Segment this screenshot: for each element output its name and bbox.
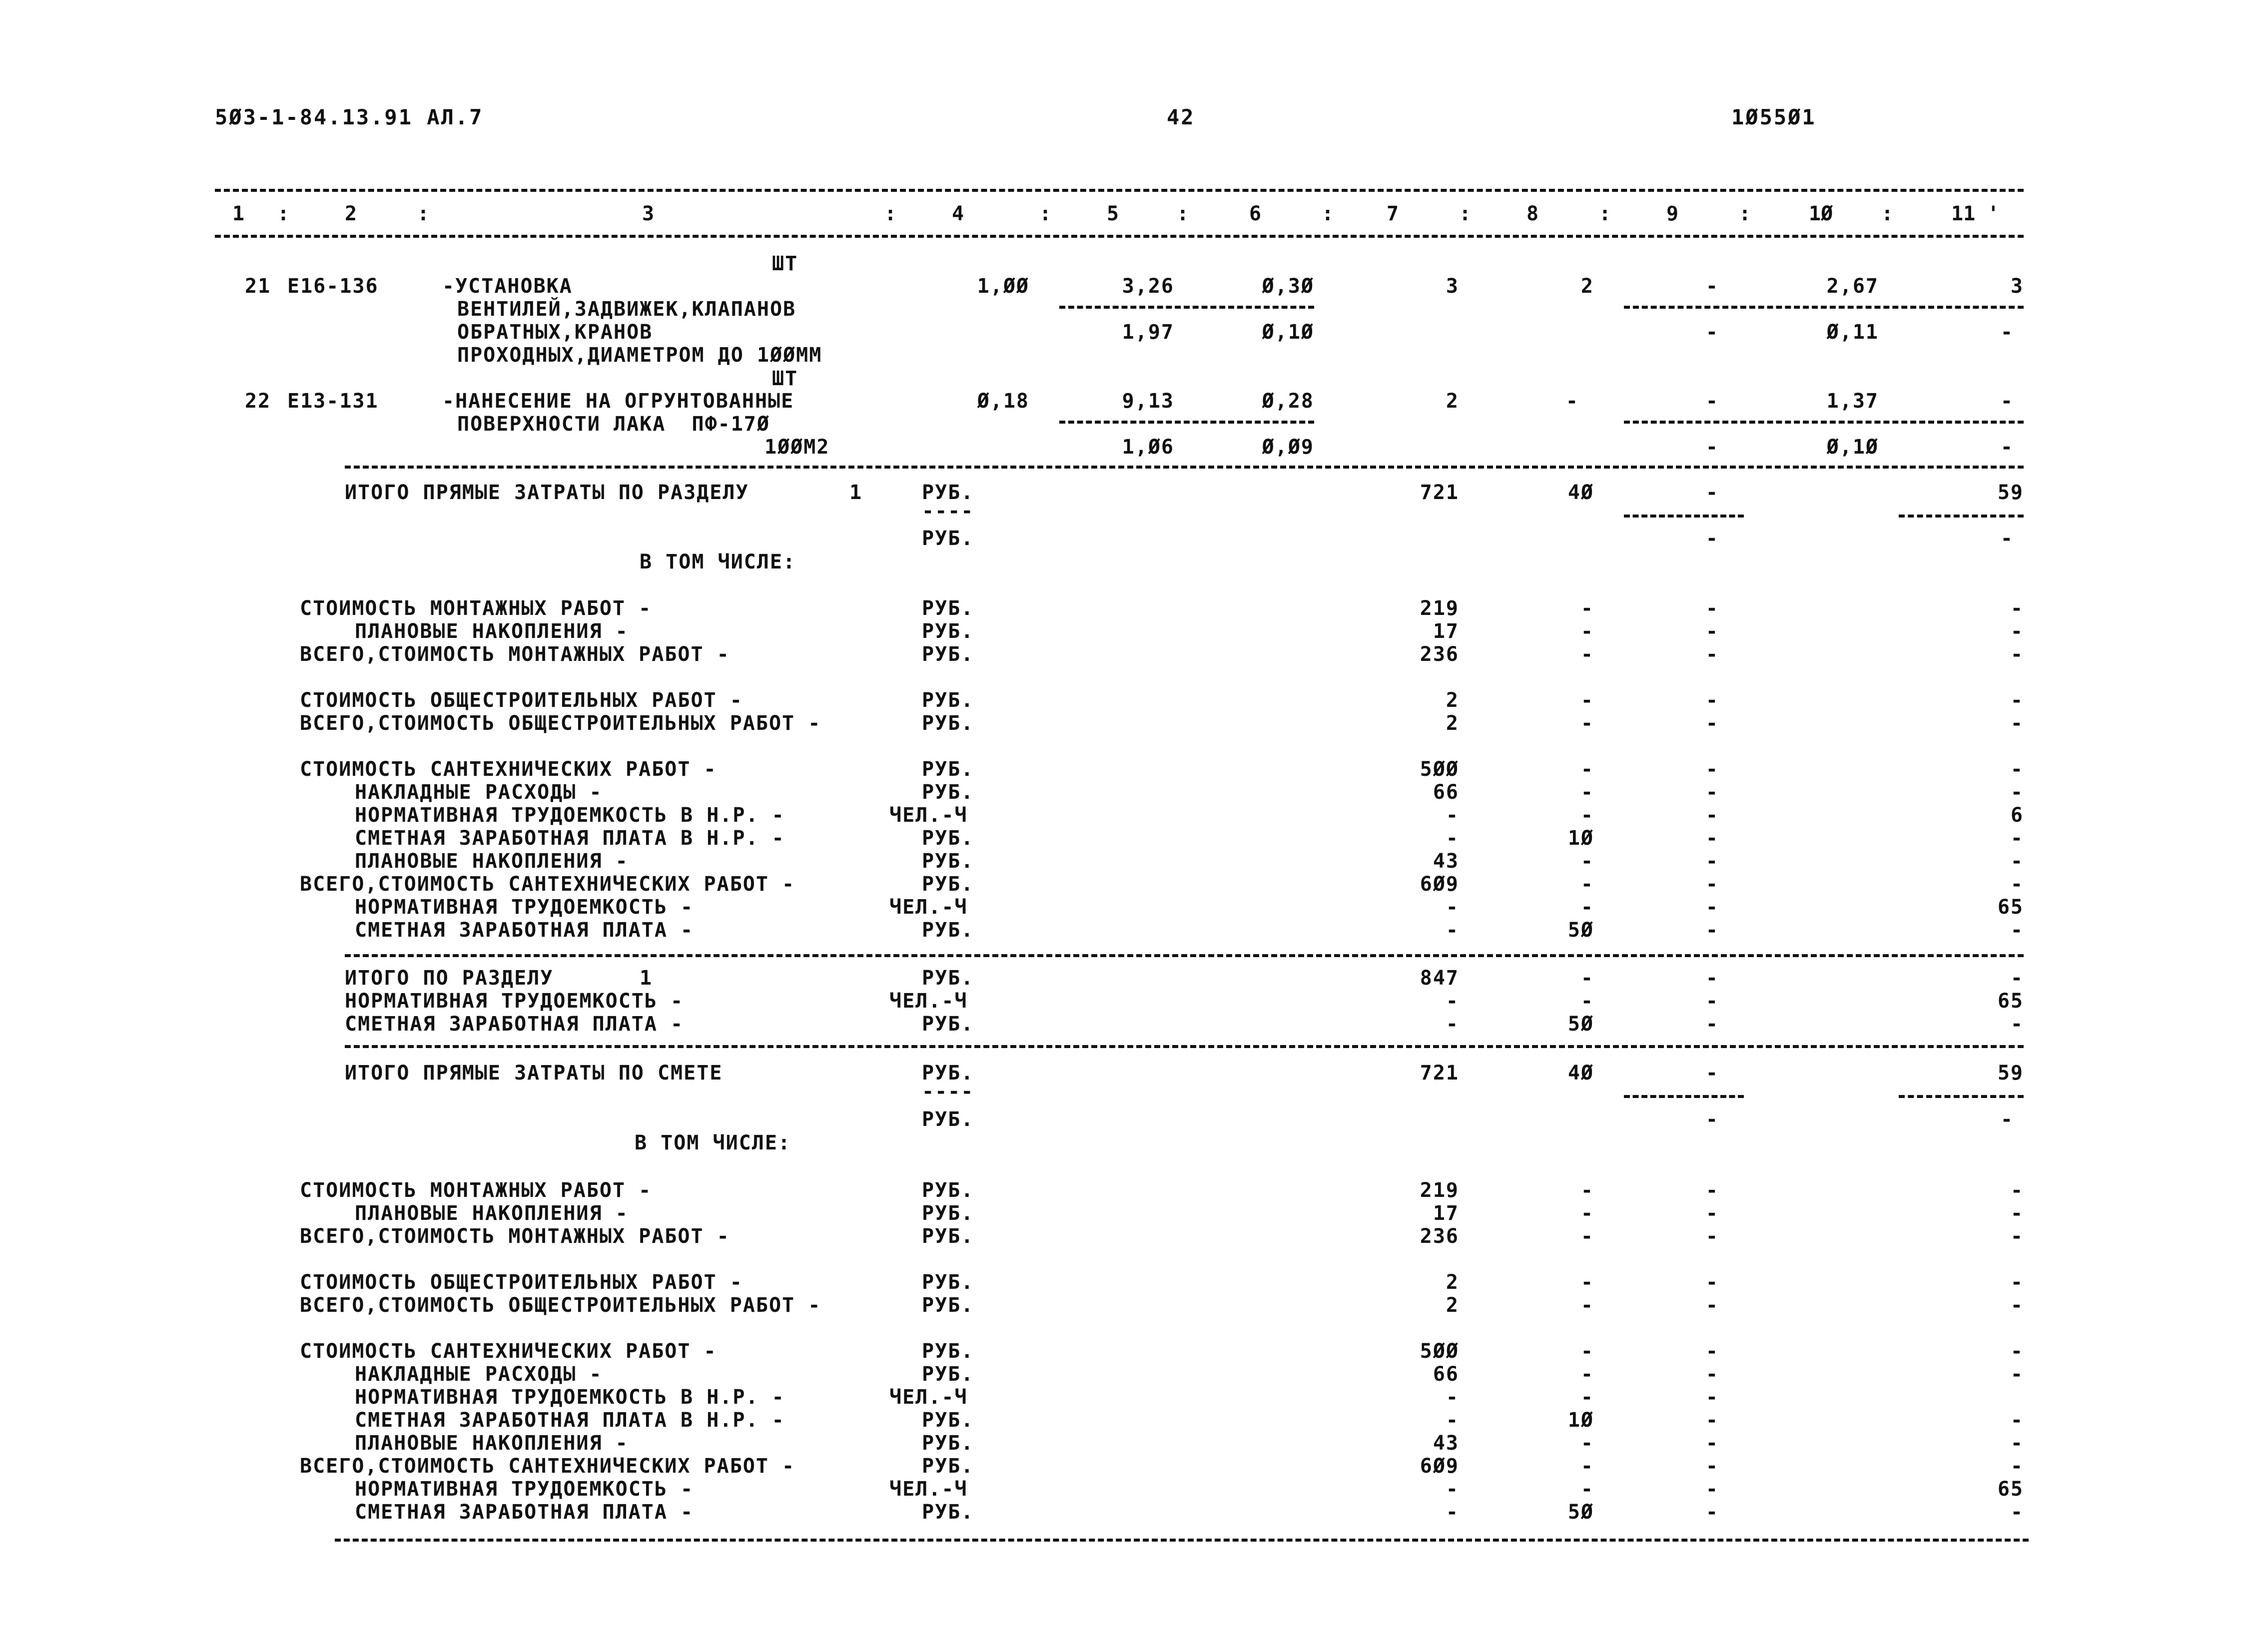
item-c4: 1,ØØ	[977, 275, 1029, 298]
row-unit: ЧЕЛ.-Ч	[889, 990, 968, 1013]
row-c8: -	[1580, 873, 1594, 896]
item-c8: 2	[1580, 275, 1594, 298]
row-label: СТОИМОСТЬ ОБЩЕСТРОИТЕЛЬНЫХ РАБОТ -	[300, 689, 743, 712]
row-c11: -	[2010, 967, 2024, 990]
item-unit: ШТ	[772, 367, 798, 390]
row-c9: -	[1705, 1202, 1719, 1225]
row-c7: 5ØØ	[1420, 1340, 1459, 1363]
row-c8: -	[1580, 896, 1594, 919]
row-label: НОРМАТИВНАЯ ТРУДОЕМКОСТЬ В Н.Р. -	[355, 1386, 785, 1409]
row-unit: РУБ.	[922, 850, 974, 873]
col-header-7: 7	[1387, 202, 1399, 225]
row-c11: -	[2010, 1202, 2024, 1225]
row-c11: -	[2010, 1013, 2024, 1036]
row-c11: -	[2010, 689, 2024, 712]
c9b: -	[1705, 1108, 1719, 1131]
item-c9b: -	[1705, 436, 1719, 459]
row-c8: -	[1580, 1478, 1594, 1501]
including-label: В ТОМ ЧИСЛЕ:	[635, 1131, 791, 1154]
item-num: 21	[245, 275, 271, 298]
row-c11: -	[2010, 919, 2024, 942]
row-c8: -	[1580, 1455, 1594, 1478]
row-c8: -	[1580, 850, 1594, 873]
col-header-sep: :	[1322, 202, 1334, 225]
row-c9: -	[1705, 1271, 1719, 1294]
row-unit: РУБ.	[922, 689, 974, 712]
item-c11: 3	[2010, 275, 2024, 298]
unit: РУБ.	[922, 527, 974, 550]
row-label: ВСЕГО,СТОИМОСТЬ ОБЩЕСТРОИТЕЛЬНЫХ РАБОТ -	[300, 712, 821, 735]
row-c11: -	[2010, 597, 2024, 620]
row-c8: -	[1580, 620, 1594, 643]
row-c9: -	[1705, 1455, 1719, 1478]
row-c7: 17	[1433, 620, 1459, 643]
row-label: ВСЕГО,СТОИМОСТЬ МОНТАЖНЫХ РАБОТ -	[300, 1225, 730, 1248]
col-header-1: 1	[232, 202, 245, 225]
col-header-sep: :	[1177, 202, 1189, 225]
row-unit: РУБ.	[922, 1225, 974, 1248]
row-label: СТОИМОСТЬ МОНТАЖНЫХ РАБОТ -	[300, 1179, 652, 1202]
row-c7: -	[1446, 804, 1459, 827]
row-label: НОРМАТИВНАЯ ТРУДОЕМКОСТЬ В Н.Р. -	[355, 804, 785, 827]
col-header-sep: :	[884, 202, 897, 225]
row-c11: -	[2010, 1271, 2024, 1294]
section-rule	[345, 1045, 2024, 1048]
row-unit: РУБ.	[922, 781, 974, 804]
section-rule	[345, 954, 2024, 957]
itogo-label: СМЕТНАЯ ЗАРАБОТНАЯ ПЛАТА -	[345, 1013, 684, 1036]
row-unit: ЧЕЛ.-Ч	[889, 896, 968, 919]
row-c7: 5ØØ	[1420, 758, 1459, 781]
item-desc-line: -УСТАНОВКА	[442, 275, 573, 298]
row-c11: -	[2010, 1409, 2024, 1432]
row-c11: -	[2010, 1432, 2024, 1455]
row-c9: -	[1705, 1340, 1719, 1363]
row-c7: 66	[1433, 781, 1459, 804]
row-unit: РУБ.	[922, 1340, 974, 1363]
subrule	[1624, 421, 2024, 424]
row-c8: -	[1580, 1340, 1594, 1363]
item-code: Е13-131	[287, 390, 379, 413]
row-c8: -	[1580, 689, 1594, 712]
item-c9: -	[1705, 275, 1719, 298]
c7: 721	[1420, 481, 1459, 504]
row-c7: 6Ø9	[1420, 1455, 1459, 1478]
item-unit: ШТ	[772, 252, 798, 275]
row-c11: -	[2010, 781, 2024, 804]
row-c9: -	[1705, 990, 1719, 1013]
row-c11: -	[2010, 873, 2024, 896]
item-c10: 2,67	[1826, 275, 1879, 298]
subrule	[1624, 306, 2024, 309]
item-desc-line: ОБРАТНЫХ,КРАНОВ	[457, 321, 653, 344]
row-c9: -	[1705, 1294, 1719, 1317]
row-c8: -	[1580, 990, 1594, 1013]
row-unit: РУБ.	[922, 1455, 974, 1478]
row-c9: -	[1705, 827, 1719, 850]
row-c7: -	[1446, 1013, 1459, 1036]
row-c8: 5Ø	[1567, 1013, 1594, 1036]
unit: РУБ.	[922, 481, 974, 504]
row-c7: 847	[1420, 967, 1459, 990]
row-c8: -	[1580, 1432, 1594, 1455]
unit-dash: ----	[922, 500, 974, 523]
unit: РУБ.	[922, 1062, 974, 1085]
row-c8: -	[1580, 804, 1594, 827]
row-unit: РУБ.	[922, 597, 974, 620]
item-c11b: -	[2000, 436, 2014, 459]
c11b: -	[2000, 1108, 2014, 1131]
row-c11: -	[2010, 712, 2024, 735]
row-c7: 2	[1446, 689, 1459, 712]
row-label: СТОИМОСТЬ ОБЩЕСТРОИТЕЛЬНЫХ РАБОТ -	[300, 1271, 743, 1294]
row-c9: -	[1705, 850, 1719, 873]
row-c9: -	[1705, 967, 1719, 990]
row-c7: 43	[1433, 1432, 1459, 1455]
c9: -	[1705, 1062, 1719, 1085]
row-label: ПЛАНОВЫЕ НАКОПЛЕНИЯ -	[355, 850, 629, 873]
col-header-sep: :	[277, 202, 290, 225]
item-num: 22	[245, 390, 271, 413]
row-label: СТОИМОСТЬ САНТЕХНИЧЕСКИХ РАБОТ -	[300, 758, 717, 781]
row-c7: 17	[1433, 1202, 1459, 1225]
including-label: В ТОМ ЧИСЛЕ:	[640, 551, 796, 573]
col-header-10: 1Ø	[1809, 202, 1833, 225]
subrule	[1059, 421, 1314, 424]
col-header-6: 6	[1249, 202, 1262, 225]
table-header-rule	[215, 235, 2024, 238]
row-c11: 6	[2010, 804, 2024, 827]
row-unit: РУБ.	[922, 620, 974, 643]
row-unit: ЧЕЛ.-Ч	[889, 1386, 968, 1409]
row-label: НАКЛАДНЫЕ РАСХОДЫ -	[355, 1363, 603, 1386]
row-label: СТОИМОСТЬ САНТЕХНИЧЕСКИХ РАБОТ -	[300, 1340, 717, 1363]
subrule	[1899, 515, 2024, 518]
row-c11: 65	[1997, 990, 2024, 1013]
col-header-5: 5	[1107, 202, 1119, 225]
item-c5: 3,26	[1122, 275, 1174, 298]
row-c7: -	[1446, 1501, 1459, 1524]
col-header-3: 3	[642, 202, 655, 225]
c9b: -	[1705, 527, 1719, 550]
subrule	[1624, 1095, 1744, 1098]
col-header-2: 2	[345, 202, 357, 225]
row-c9: -	[1705, 781, 1719, 804]
row-unit: ЧЕЛ.-Ч	[889, 804, 968, 827]
row-c11: -	[2010, 1225, 2024, 1248]
row-c7: 2	[1446, 712, 1459, 735]
c8: 4Ø	[1567, 1062, 1594, 1085]
row-c8: 1Ø	[1567, 827, 1594, 850]
item-c6b: Ø,1Ø	[1262, 321, 1314, 344]
row-c7: 6Ø9	[1420, 873, 1459, 896]
row-c9: -	[1705, 896, 1719, 919]
item-c11: -	[2000, 390, 2014, 413]
row-unit: РУБ.	[922, 1409, 974, 1432]
row-unit: РУБ.	[922, 827, 974, 850]
row-label: ПЛАНОВЫЕ НАКОПЛЕНИЯ -	[355, 620, 629, 643]
col-header-9: 9	[1666, 202, 1679, 225]
bottom-rule	[335, 1539, 2029, 1542]
row-unit: ЧЕЛ.-Ч	[889, 1478, 968, 1501]
row-unit: РУБ.	[922, 1013, 974, 1036]
col-header-sep: :	[417, 202, 430, 225]
row-c7: 236	[1420, 643, 1459, 666]
item-c10b: Ø,1Ø	[1826, 436, 1879, 459]
section-total-num: 1	[849, 481, 863, 504]
row-label: СТОИМОСТЬ МОНТАЖНЫХ РАБОТ -	[300, 597, 652, 620]
row-c11: -	[2010, 1294, 2024, 1317]
col-header-sep: :	[1459, 202, 1472, 225]
row-unit: РУБ.	[922, 758, 974, 781]
row-c7: -	[1446, 1478, 1459, 1501]
row-label: НАКЛАДНЫЕ РАСХОДЫ -	[355, 781, 603, 804]
row-c9: -	[1705, 758, 1719, 781]
row-c11: -	[2010, 1455, 2024, 1478]
itogo-label: ИТОГО ПО РАЗДЕЛУ	[345, 967, 554, 990]
row-c11: -	[2010, 1501, 2024, 1524]
row-c7: -	[1446, 896, 1459, 919]
row-c8: -	[1580, 1363, 1594, 1386]
row-c11: -	[2010, 643, 2024, 666]
row-c11: -	[2010, 850, 2024, 873]
row-c9: -	[1705, 643, 1719, 666]
row-unit: РУБ.	[922, 967, 974, 990]
row-unit: РУБ.	[922, 1294, 974, 1317]
row-c7: 43	[1433, 850, 1459, 873]
row-c8: -	[1580, 781, 1594, 804]
row-c11: -	[2010, 620, 2024, 643]
c11: 59	[1997, 1062, 2024, 1085]
col-header-sep: :	[1739, 202, 1751, 225]
item-c7: 2	[1446, 390, 1459, 413]
row-c9: -	[1705, 873, 1719, 896]
row-c9: -	[1705, 689, 1719, 712]
row-c11: -	[2010, 1179, 2024, 1202]
item-c11b: -	[2000, 321, 2014, 344]
row-c8: -	[1580, 758, 1594, 781]
item-desc-line: ПРОХОДНЫХ,ДИАМЕТРОМ ДО 1ØØММ	[457, 344, 822, 367]
table-top-rule	[215, 189, 2024, 192]
row-c8: -	[1580, 643, 1594, 666]
row-unit: РУБ.	[922, 1363, 974, 1386]
row-label: ВСЕГО,СТОИМОСТЬ САНТЕХНИЧЕСКИХ РАБОТ -	[300, 873, 795, 896]
item-c8: -	[1565, 390, 1579, 413]
row-unit: РУБ.	[922, 643, 974, 666]
row-unit: РУБ.	[922, 1501, 974, 1524]
row-c8: -	[1580, 1179, 1594, 1202]
item-c7: 3	[1446, 275, 1459, 298]
row-label: СМЕТНАЯ ЗАРАБОТНАЯ ПЛАТА В Н.Р. -	[355, 1409, 785, 1432]
itogo-num: 1	[640, 967, 653, 990]
item-c6b: Ø,Ø9	[1262, 436, 1314, 459]
row-c7: -	[1446, 1409, 1459, 1432]
row-label: ВСЕГО,СТОИМОСТЬ САНТЕХНИЧЕСКИХ РАБОТ -	[300, 1455, 795, 1478]
row-label: ПЛАНОВЫЕ НАКОПЛЕНИЯ -	[355, 1202, 629, 1225]
row-c11: 65	[1997, 1478, 2024, 1501]
c8: 4Ø	[1567, 481, 1594, 504]
row-c9: -	[1705, 1225, 1719, 1248]
row-c8: -	[1580, 1225, 1594, 1248]
row-unit: РУБ.	[922, 712, 974, 735]
row-c11: 65	[1997, 896, 2024, 919]
row-c8: -	[1580, 1386, 1594, 1409]
row-c7: 2	[1446, 1271, 1459, 1294]
row-c9: -	[1705, 1363, 1719, 1386]
item-c6: Ø,3Ø	[1262, 275, 1314, 298]
row-c8: -	[1580, 712, 1594, 735]
row-c8: -	[1580, 1294, 1594, 1317]
row-label: НОРМАТИВНАЯ ТРУДОЕМКОСТЬ -	[355, 1478, 694, 1501]
item-c9b: -	[1705, 321, 1719, 344]
subrule	[1624, 515, 1744, 518]
row-c9: -	[1705, 919, 1719, 942]
row-label: ВСЕГО,СТОИМОСТЬ МОНТАЖНЫХ РАБОТ -	[300, 643, 730, 666]
c7: 721	[1420, 1062, 1459, 1085]
itogo-label: НОРМАТИВНАЯ ТРУДОЕМКОСТЬ -	[345, 990, 684, 1013]
row-c8: 5Ø	[1567, 919, 1594, 942]
row-c8: -	[1580, 1202, 1594, 1225]
subrule	[1899, 1095, 2024, 1098]
row-unit: РУБ.	[922, 919, 974, 942]
col-header-sep: :	[1599, 202, 1611, 225]
row-label: НОРМАТИВНАЯ ТРУДОЕМКОСТЬ -	[355, 896, 694, 919]
row-c9: -	[1705, 1432, 1719, 1455]
doc-id: 1Ø55Ø1	[1731, 105, 1816, 129]
item-c5: 9,13	[1122, 390, 1174, 413]
item-c10: 1,37	[1826, 390, 1879, 413]
item-c6: Ø,28	[1262, 390, 1314, 413]
c11: 59	[1997, 481, 2024, 504]
row-c7: 66	[1433, 1363, 1459, 1386]
row-label: ВСЕГО,СТОИМОСТЬ ОБЩЕСТРОИТЕЛЬНЫХ РАБОТ -	[300, 1294, 821, 1317]
row-label: ПЛАНОВЫЕ НАКОПЛЕНИЯ -	[355, 1432, 629, 1455]
row-c9: -	[1705, 804, 1719, 827]
row-c8: -	[1580, 1271, 1594, 1294]
c9: -	[1705, 481, 1719, 504]
row-unit: РУБ.	[922, 1432, 974, 1455]
row-unit: РУБ.	[922, 1271, 974, 1294]
item-code: Е16-136	[287, 275, 379, 298]
section-total-label: ИТОГО ПРЯМЫЕ ЗАТРАТЫ ПО РАЗДЕЛУ	[345, 481, 749, 504]
row-c11: -	[2010, 758, 2024, 781]
item-c5b: 1,97	[1122, 321, 1174, 344]
row-c7: 2	[1446, 1294, 1459, 1317]
col-header-sep: :	[1881, 202, 1894, 225]
row-c7: 219	[1420, 597, 1459, 620]
row-c9: -	[1705, 1501, 1719, 1524]
row-c9: -	[1705, 1013, 1719, 1036]
item-desc-line: ПОВЕРХНОСТИ ЛАКА ПФ-17Ø	[457, 413, 770, 436]
item-c5b: 1,Ø6	[1122, 436, 1174, 459]
row-c9: -	[1705, 1478, 1719, 1501]
row-c9: -	[1705, 597, 1719, 620]
doc-code: 5Ø3-1-84.13.91 АЛ.7	[215, 105, 484, 129]
col-header-11: 11 '	[1951, 202, 2000, 225]
row-c7: -	[1446, 827, 1459, 850]
item-unit: 1ØØМ2	[764, 436, 830, 459]
row-c11: -	[2010, 1363, 2024, 1386]
unit: РУБ.	[922, 1108, 974, 1131]
row-c8: -	[1580, 967, 1594, 990]
estimate-total-label: ИТОГО ПРЯМЫЕ ЗАТРАТЫ ПО СМЕТЕ	[345, 1062, 723, 1085]
row-c11: -	[2010, 1340, 2024, 1363]
item-desc-line: ВЕНТИЛЕЙ,ЗАДВИЖЕК,КЛАПАНОВ	[457, 298, 796, 321]
section-rule	[345, 466, 2024, 469]
row-c9: -	[1705, 620, 1719, 643]
col-header-8: 8	[1526, 202, 1539, 225]
page-number: 42	[1167, 105, 1195, 129]
unit-dash: ----	[922, 1080, 974, 1103]
row-c8: -	[1580, 597, 1594, 620]
row-c8: 5Ø	[1567, 1501, 1594, 1524]
row-c7: -	[1446, 990, 1459, 1013]
row-c11: -	[2010, 827, 2024, 850]
row-label: СМЕТНАЯ ЗАРАБОТНАЯ ПЛАТА -	[355, 1501, 694, 1524]
c11b: -	[2000, 527, 2014, 550]
row-unit: РУБ.	[922, 1202, 974, 1225]
item-desc-line: -НАНЕСЕНИЕ НА ОГРУНТОВАННЫЕ	[442, 390, 794, 413]
col-header-sep: :	[1039, 202, 1052, 225]
row-c7: 236	[1420, 1225, 1459, 1248]
row-c7: -	[1446, 1386, 1459, 1409]
row-label: СМЕТНАЯ ЗАРАБОТНАЯ ПЛАТА -	[355, 919, 694, 942]
row-c7: 219	[1420, 1179, 1459, 1202]
row-unit: РУБ.	[922, 873, 974, 896]
subrule	[1059, 306, 1314, 309]
row-c8: 1Ø	[1567, 1409, 1594, 1432]
col-header-4: 4	[952, 202, 964, 225]
row-c9: -	[1705, 1409, 1719, 1432]
row-c9: -	[1705, 1386, 1719, 1409]
item-c4: Ø,18	[977, 390, 1029, 413]
row-label: СМЕТНАЯ ЗАРАБОТНАЯ ПЛАТА В Н.Р. -	[355, 827, 785, 850]
row-c7: -	[1446, 919, 1459, 942]
row-unit: РУБ.	[922, 1179, 974, 1202]
row-c9: -	[1705, 1179, 1719, 1202]
row-c9: -	[1705, 712, 1719, 735]
item-c10b: Ø,11	[1826, 321, 1879, 344]
item-c9: -	[1705, 390, 1719, 413]
